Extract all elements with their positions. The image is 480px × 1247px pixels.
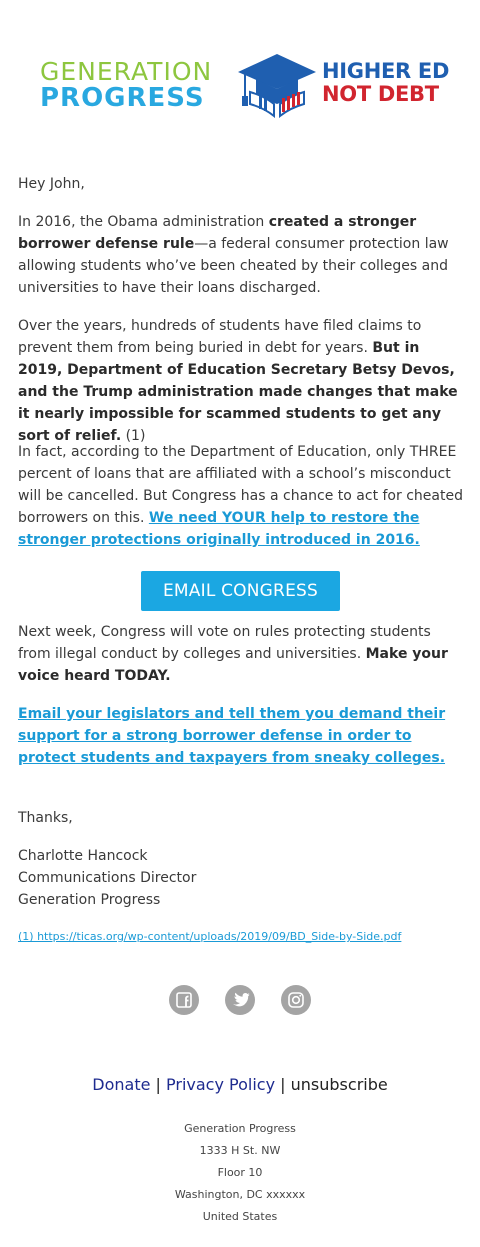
p1-text-1: In 2016, the Obama administration — [18, 214, 269, 230]
signature-name: Charlotte Hancock — [18, 848, 148, 864]
cta-link-wrapper — [18, 703, 464, 769]
paragraph-1 — [18, 211, 464, 299]
paragraph-4 — [18, 621, 464, 687]
footer-separator: | — [155, 1075, 161, 1094]
paragraph-2 — [18, 315, 464, 447]
generation-progress-logo — [40, 58, 212, 112]
unsubscribe-link[interactable]: unsubscribe — [290, 1075, 388, 1094]
instagram-icon[interactable] — [281, 985, 311, 1015]
address-country: United States — [202, 1210, 278, 1223]
p2-footnote-ref: (1) — [121, 428, 146, 444]
signature-title: Communications Director — [18, 870, 197, 886]
greeting: Hey John, — [18, 176, 85, 192]
address-floor: Floor 10 — [217, 1166, 263, 1179]
footnote — [18, 930, 401, 944]
email-congress-button[interactable]: EMAIL CONGRESS — [141, 571, 340, 611]
address-city: Washington, DC xxxxxx — [174, 1188, 306, 1201]
privacy-policy-link[interactable]: Privacy Policy — [166, 1075, 276, 1094]
graduation-cap-icon — [236, 52, 318, 118]
footer-links — [0, 1074, 480, 1096]
footer-separator: | — [280, 1075, 286, 1094]
email-legislators-link[interactable]: Email your legislators and tell them you demand their support for a strong borrower defense in order to protect students and taxpayers from sneaky colleges. — [18, 706, 446, 766]
p2-text-1: Over the years, hundreds of students have filed claims to prevent them from being buried in debt for years. — [18, 318, 422, 356]
p2-bold: But in 2019, Department of Education Secretary Betsy Devos, and the Trump administration made changes that make it nearly impossible for scammed students to get any sort of relief. — [18, 340, 458, 444]
signoff: Thanks, — [18, 810, 73, 826]
p1-text-2: —a federal consumer protection law allowing students who’ve been cheated by their colleges and universities to have their loans discharged. — [18, 236, 449, 296]
donate-link[interactable]: Donate — [92, 1075, 151, 1094]
paragraph-3 — [18, 441, 464, 551]
p4-text-1: Next week, Congress will vote on rules protecting students from illegal conduct by colleges and universities. — [18, 624, 431, 662]
address-street: 1333 H St. NW — [199, 1144, 281, 1157]
hednd-line2: NOT DEBT — [322, 82, 439, 106]
facebook-icon[interactable] — [169, 985, 199, 1015]
p4-bold: Make your voice heard TODAY. — [18, 646, 448, 684]
higher-ed-not-debt-logo — [322, 60, 449, 106]
p3-text-1: In fact, according to the Department of Education, only THREE percent of loans that are affiliated with a school’s misconduct will be cancelled. But Congress has a chance to act for cheated borrowers on this. — [18, 444, 463, 526]
restore-protections-link[interactable]: We need YOUR help to restore the stronger protections originally introduced in 2016. — [18, 510, 420, 548]
address-org: Generation Progress — [184, 1122, 296, 1135]
twitter-icon[interactable] — [225, 985, 255, 1015]
footnote-link[interactable]: (1) https://ticas.org/wp-content/uploads/2019/09/BD_Side-by-Side.pdf — [18, 930, 402, 943]
hednd-line1: HIGHER ED — [322, 59, 450, 83]
gp-logo-line2: PROGRESS — [40, 83, 205, 113]
gp-logo-line1: GENERATION — [40, 57, 213, 86]
signature-org: Generation Progress — [18, 892, 161, 908]
p1-bold: created a stronger borrower defense rule — [18, 214, 417, 252]
